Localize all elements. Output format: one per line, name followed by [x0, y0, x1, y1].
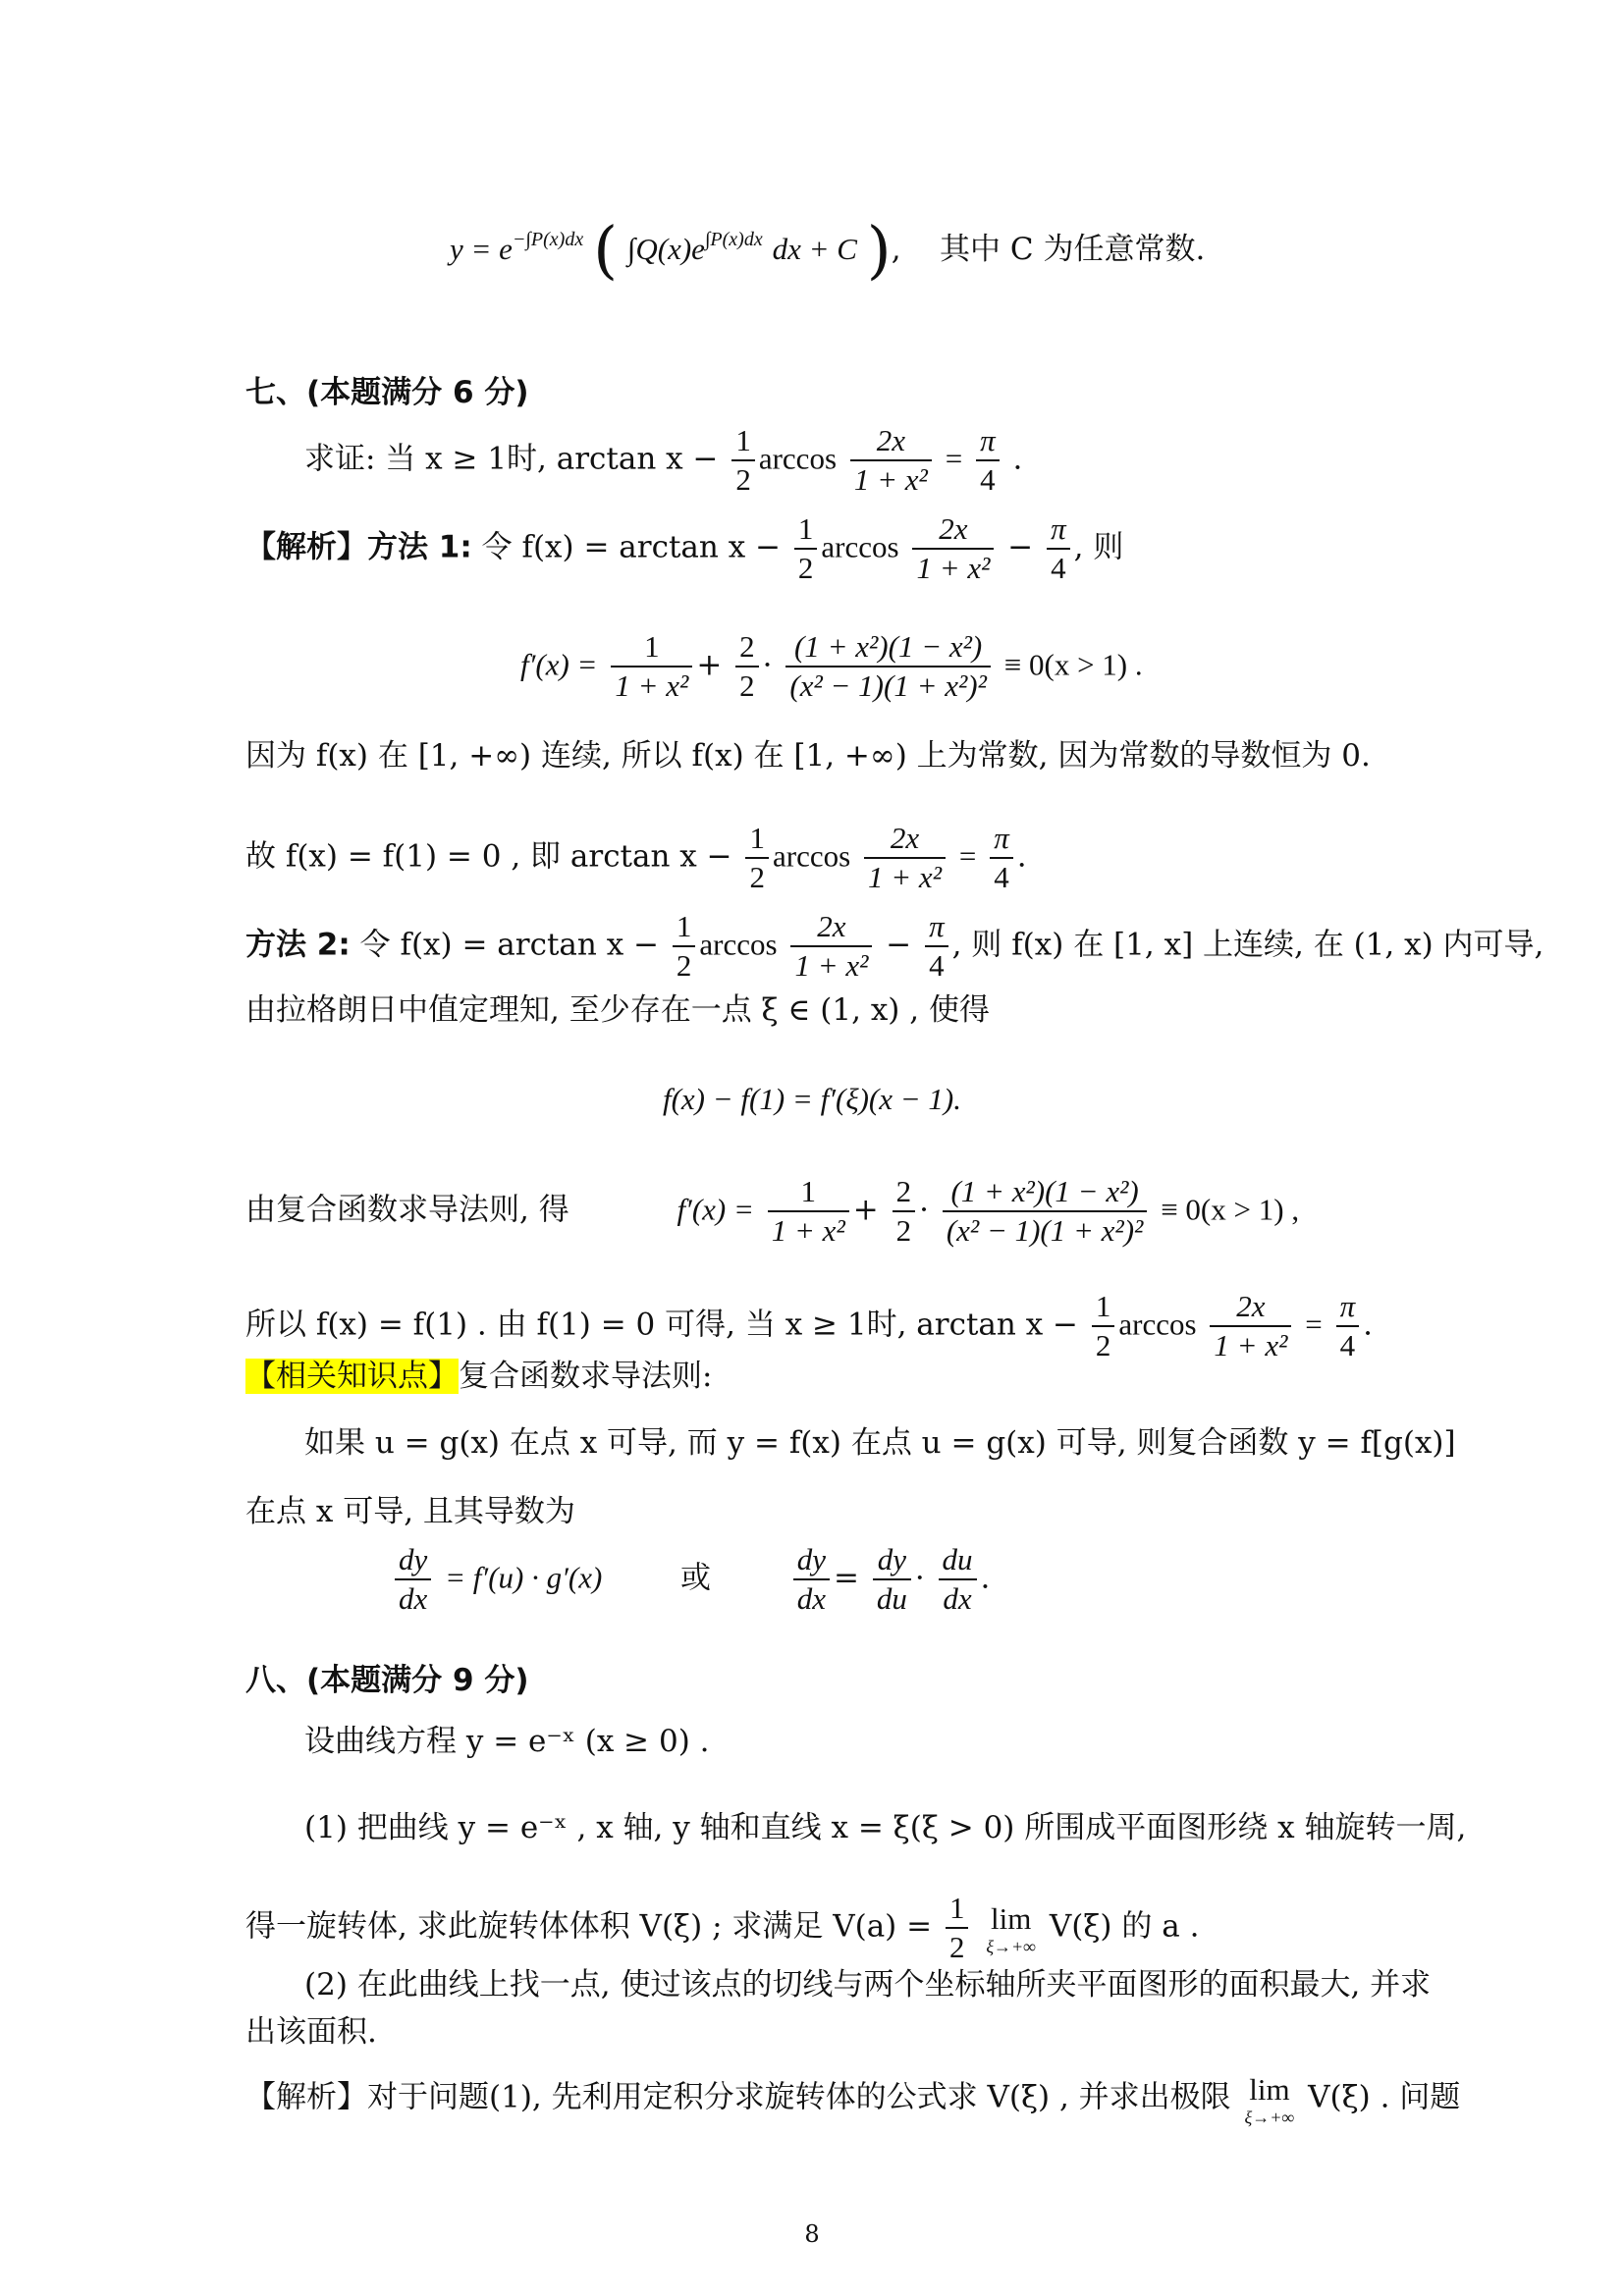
chain-formula1: = f′(u) · g′(x)	[445, 1560, 603, 1595]
half-fraction	[1092, 1288, 1115, 1364]
du-dx-fraction	[939, 1541, 977, 1618]
deriv-term1	[611, 628, 692, 705]
dy-dx-fraction	[793, 1541, 830, 1618]
deriv-term3	[785, 628, 991, 705]
q1-line	[0, 1806, 1624, 1849]
derivative-formula-1: f′(x) = $\frac{1}{\text{1 + x²}}$ + $\frac{2}{2}$ · $\frac{\text{(1 + x²)(1 − x²)}}{\text{(x² − 1)(1 + x²)²}}$ ≡ 0(x > 1) .	[520, 629, 1143, 703]
formula-inner: ∫Q(x)e	[626, 232, 705, 266]
arccos-label: arccos	[821, 529, 899, 564]
method2-label: 方法 2:	[245, 927, 351, 963]
analysis-tag: 【解析】	[245, 529, 367, 565]
deriv-t3-den: (x² − 1)(1 + x²)²	[789, 668, 987, 703]
deriv-t2-den: 2	[895, 1213, 912, 1248]
deriv-t3-den: (x² − 1)(1 + x²)²	[946, 1213, 1144, 1248]
continuity-line	[0, 734, 1624, 777]
half-fraction	[673, 908, 696, 985]
deriv-lhs: f′(x) =	[677, 1192, 754, 1227]
equals: =	[958, 838, 977, 874]
arccos-label: arccos	[772, 838, 851, 874]
arccos-label: arccos	[699, 927, 778, 962]
deriv-rhs: ≡ 0(x > 1) .	[1003, 647, 1143, 682]
section7-problem	[0, 422, 1624, 499]
four: 4	[1339, 1328, 1356, 1362]
deriv-t2-den: 2	[739, 668, 755, 703]
period: .	[1363, 1307, 1373, 1343]
analysis-text: 对于问题(1), 先利用定积分求旋转体的公式求 V(ξ) , 并求出极限	[367, 2079, 1231, 2115]
chain-rule-text: 如果 u = g(x) 在点 x 可导, 而 y = f(x) 在点 u = g(x) 可导, 则复合函数 y = f[g(x)]	[304, 1425, 1456, 1461]
q1-text: (1) 把曲线 y = e⁻ˣ , x 轴, y 轴和直线 x = ξ(ξ > 0) 所围成平面图形绕 x 轴旋转一周,	[304, 1810, 1467, 1845]
dy: dy	[395, 1541, 431, 1580]
analysis-tail: V(ξ) . 问题	[1308, 2079, 1461, 2115]
half-den: 2	[749, 860, 765, 894]
q2b-line	[0, 2010, 1624, 2054]
arccos-label: arccos	[758, 441, 838, 476]
frac-num: 2x	[850, 422, 932, 461]
deriv-term2	[893, 1173, 916, 1250]
q2-line	[0, 1963, 1624, 2006]
problem-prefix: 求证: 当 x ≥ 1时, arctan x −	[304, 441, 719, 477]
mvt-formula	[0, 1078, 1624, 1121]
general-solution-formula: $y = e^{-\int P(x)dx}$ ( $\int Q(x)e^{\int P(x)dx}$ dx + C ), 其中 C 为任意常数.	[450, 214, 1206, 288]
q1b-line	[0, 1890, 1624, 1966]
half-den: 2	[676, 948, 692, 983]
deriv-t1-den: 1 + x²	[615, 668, 689, 703]
pi-fraction	[990, 820, 1013, 896]
frac-den: 1 + x²	[1214, 1328, 1288, 1362]
dot: ·	[919, 1192, 929, 1228]
frac-num: 2x	[790, 908, 872, 947]
lim: lim	[991, 1901, 1032, 1936]
four: 4	[994, 860, 1009, 894]
period: .	[1012, 441, 1023, 477]
method1-text: 令 f(x) = arctan x −	[481, 529, 782, 565]
knowledge-tag: 【相关知识点】	[245, 1359, 459, 1394]
dx: dx	[943, 1581, 972, 1616]
arccos-fraction	[864, 820, 946, 896]
half-num: 1	[794, 510, 818, 550]
pi: π	[976, 422, 1000, 461]
half-fraction	[794, 510, 818, 587]
chain-rule-formula: $\frac{dy}{dx}$ = f′(u) · g′(x) 或 $\frac{dy}{dx}$ = $\frac{dy}{du}$ · $\frac{du}{dx}$ .	[0, 1541, 1624, 1618]
half-fraction	[946, 1890, 969, 1966]
pi: π	[1047, 510, 1070, 550]
right-paren: )	[866, 214, 892, 288]
curve-text: 设曲线方程 y = e⁻ˣ (x ≥ 0) .	[304, 1724, 710, 1759]
lagrange-text: 由拉格朗日中值定理知, 至少存在一点 ξ ∈ (1, x) , 使得	[245, 992, 990, 1028]
lagrange-line	[0, 988, 1624, 1032]
q2b-text: 出该面积.	[245, 2014, 377, 2050]
four: 4	[980, 462, 996, 497]
deriv-t1-num: 1	[611, 628, 692, 667]
frac-num: 2x	[1210, 1288, 1291, 1327]
frac-den: 1 + x²	[853, 462, 928, 497]
chain-rule-text2: 在点 x 可导, 且其导数为	[245, 1494, 575, 1529]
arccos-label: arccos	[1118, 1307, 1197, 1342]
knowledge-line	[0, 1355, 1624, 1398]
q1b-prefix: 得一旋转体, 求此旋转体体积 V(ξ) ; 求满足 V(a) =	[245, 1908, 933, 1945]
analysis-line	[0, 2071, 1624, 2126]
method2-line: 方法 2: 令 f(x) = arctan x − $\frac{1}{2}$ arccos $\frac{2x}{\text{1 + x²}}$ − $\frac{\pi}{4}$ , 则 f(x) 在 [1, x] 上连续, 在 (1, x) 内可导,	[245, 909, 1544, 983]
pi-fraction	[1336, 1288, 1360, 1364]
half-num: 1	[731, 422, 755, 461]
arccos-fraction	[850, 422, 932, 499]
deriv-term3	[943, 1173, 1148, 1250]
method1-tail: , 则	[1073, 529, 1124, 565]
du: du	[876, 1581, 907, 1616]
deriv-t3-num: (1 + x²)(1 − x²)	[943, 1173, 1148, 1212]
section8-heading-text: 八、(本题满分 9 分)	[245, 1663, 529, 1698]
lim: lim	[1249, 2072, 1290, 2107]
chain-intro: 由复合函数求导法则, 得	[245, 1192, 569, 1228]
q1b-suffix: V(ξ) 的 a .	[1049, 1908, 1200, 1945]
frac-den: 1 + x²	[794, 948, 869, 983]
analysis-tag: 【解析】	[245, 2079, 367, 2115]
dx: dx	[796, 1581, 826, 1616]
half-num: 1	[946, 1890, 969, 1929]
half-num: 1	[745, 820, 769, 859]
equals: =	[945, 441, 963, 476]
half-fraction	[731, 422, 755, 499]
dx: dx	[399, 1581, 428, 1616]
deriv-rhs2: ≡ 0(x > 1) ,	[1161, 1192, 1300, 1227]
limit-block	[982, 1900, 1040, 1955]
half-den: 2	[797, 551, 814, 585]
method2-tail: , 则 f(x) 在 [1, x] 上连续, 在 (1, x) 内可导,	[951, 927, 1544, 963]
frac-num: 2x	[912, 510, 994, 550]
frac-den: 1 + x²	[916, 551, 991, 585]
lim-sub: ξ→+∞	[1244, 2108, 1295, 2127]
q2-text: (2) 在此曲线上找一点, 使过该点的切线与两个坐标轴所夹平面图形的面积最大, 并求	[304, 1967, 1432, 2002]
formula-note: 其中 C 为任意常数.	[940, 232, 1206, 267]
mvt-text: f(x) − f(1) = f′(ξ)(x − 1).	[662, 1082, 961, 1116]
equals: =	[1305, 1307, 1323, 1342]
pi: π	[990, 820, 1013, 859]
limit-block	[1241, 2071, 1299, 2126]
dy-dx-fraction	[395, 1541, 431, 1618]
half-fraction	[745, 820, 769, 896]
section8-heading	[0, 1659, 1624, 1702]
deriv-t3-num: (1 + x²)(1 − x²)	[785, 628, 991, 667]
half-den: 2	[1095, 1328, 1111, 1362]
dot: ·	[762, 647, 773, 683]
formula-inner-exp: ∫P(x)dx	[704, 229, 763, 250]
formula-exp: −∫P(x)dx	[512, 229, 584, 250]
or-text: 或	[680, 1560, 711, 1596]
pi-fraction	[976, 422, 1000, 499]
dy-du-fraction	[873, 1541, 911, 1618]
frac-num: 2x	[864, 820, 946, 859]
period: .	[1016, 838, 1027, 875]
arccos-fraction	[1210, 1288, 1291, 1364]
method2-text: 令 f(x) = arctan x −	[359, 927, 660, 963]
dy: dy	[793, 1541, 830, 1580]
arccos-fraction	[912, 510, 994, 587]
deriv-t2-num: 2	[735, 628, 759, 667]
chain-rule-line2	[0, 1490, 1624, 1533]
period: .	[980, 1560, 991, 1596]
half-num: 1	[673, 908, 696, 947]
half-num: 1	[1092, 1288, 1115, 1327]
chain-derivative-line: 由复合函数求导法则, 得 f′(x) = $\frac{1}{\text{1 + x²}}$ + $\frac{2}{2}$ · $\frac{\text{(1 + x²)(1 − x²)}}{\text{(x² − 1)(1 + x²)²}}$ ≡ 0(x > 1) ,	[245, 1174, 1300, 1248]
lim-sub: ξ→+∞	[986, 1937, 1037, 1956]
formula-tail: dx + C	[772, 232, 857, 266]
deriv-term2	[735, 628, 759, 705]
page-number: 8	[804, 2220, 820, 2248]
pi-fraction	[1047, 510, 1070, 587]
deriv-t1-den: 1 + x²	[771, 1213, 845, 1248]
arccos-fraction	[790, 908, 872, 985]
dy: dy	[873, 1541, 911, 1580]
conclusion2-line	[0, 1288, 1624, 1364]
pi: π	[925, 908, 948, 947]
frac-den: 1 + x²	[868, 860, 942, 894]
deriv-t1-num: 1	[768, 1173, 849, 1212]
pi-fraction	[925, 908, 948, 985]
half-den: 2	[735, 462, 751, 497]
du: du	[939, 1541, 977, 1580]
section7-heading	[0, 371, 1624, 414]
chain-rule-line	[0, 1421, 1624, 1465]
conclusion1-prefix: 故 f(x) = f(1) = 0 , 即 arctan x −	[245, 838, 732, 875]
deriv-t2-num: 2	[893, 1173, 916, 1212]
method1-label: 方法 1:	[367, 529, 472, 565]
curve-line	[0, 1720, 1624, 1763]
formula-lhs: y = e	[450, 232, 513, 266]
method1-line: 【解析】方法 1: 令 f(x) = arctan x − $\frac{1}{2}$ arccos $\frac{2x}{\text{1 + x²}}$ − $\frac{\pi}{4}$ , 则	[245, 511, 1124, 585]
continuity-text: 因为 f(x) 在 [1, +∞) 连续, 所以 f(x) 在 [1, +∞) 上为常数, 因为常数的导数恒为 0.	[245, 738, 1371, 774]
deriv-lhs: f′(x) =	[520, 647, 598, 682]
conclusion2-prefix: 所以 f(x) = f(1) . 由 f(1) = 0 可得, 当 x ≥ 1时, arctan x −	[245, 1307, 1079, 1343]
knowledge-text: 复合函数求导法则:	[459, 1359, 713, 1394]
deriv-term1	[768, 1173, 849, 1250]
half-den: 2	[948, 1930, 965, 1964]
conclusion1-line	[0, 820, 1624, 896]
four: 4	[929, 948, 945, 983]
four: 4	[1051, 551, 1066, 585]
section7-heading-text: 七、(本题满分 6 分)	[245, 375, 529, 410]
pi: π	[1336, 1288, 1360, 1327]
dot: ·	[914, 1560, 925, 1596]
left-paren: (	[593, 214, 619, 288]
